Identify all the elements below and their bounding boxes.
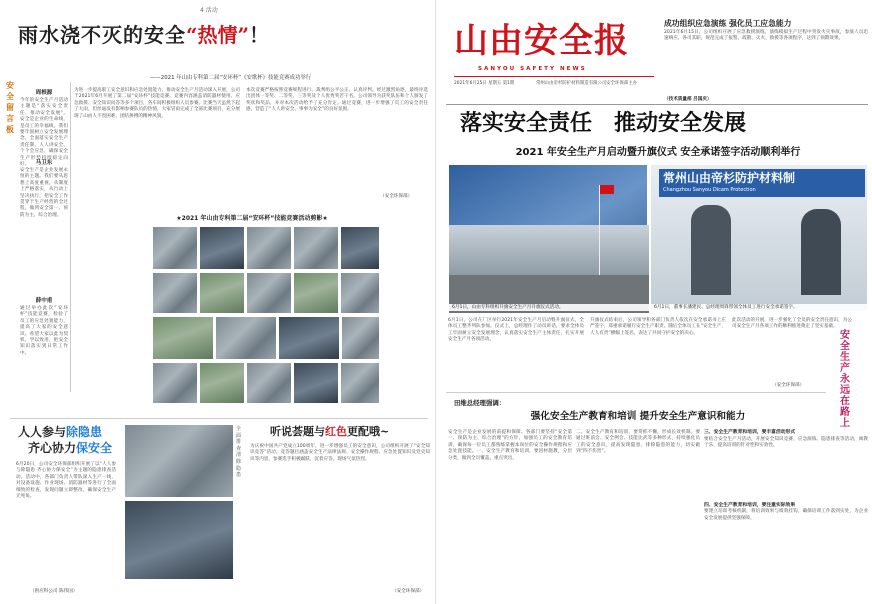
gm-section-heading: 三、安全生产教育和培训，要丰富活动形式 (704, 430, 796, 435)
company-banner (659, 169, 865, 197)
gm-column-1: 安全生产是企业发展的前提和保障。各部门要坚持“安全第一、预防为主、综合治理”的方针，加强员工的安全教育培训，确保每一位员工都熟练掌握本岗位的安全操作规程和应急处置技能。一、安全生产教育和培训，要因材施教，分层分类，做到全员覆盖、重点突出。 (448, 430, 572, 461)
lead-author: （安全环保部） (772, 383, 805, 388)
headline-part-c: ！ (249, 23, 270, 47)
sidebar-heading: 周根源 (35, 90, 53, 96)
page-label: 4 活动 (200, 7, 218, 14)
gm-section-text: 要结合安全生产月活动，开展安全知识竞赛、应急演练、隐患排查等活动，寓教于乐，提高培训的针对性和实效性。 (704, 436, 868, 448)
event-photo (152, 272, 198, 314)
flag-icon (600, 185, 614, 194)
event-photo (293, 226, 339, 270)
lead-column-3: 此次活动的开展，进一步强化了全员的安全责任意识，为公司安全生产月各项工作的顺利推进奠定了坚实基础。 (732, 318, 852, 330)
headline-highlight: “热情” (186, 23, 250, 47)
photo-caption: 6月1日，山由专科组织升旗安全生产月升旗仪式活动。 (449, 304, 649, 311)
event-photo (246, 272, 292, 314)
event-photo (199, 362, 245, 404)
masthead-title: 山由安全报 (454, 21, 629, 61)
photo-grid (152, 226, 428, 412)
listen-title-b: 红色 (325, 425, 347, 438)
sidebar-section (20, 158, 68, 298)
feature-photo (124, 500, 234, 580)
listen-text: 为庆祝中国共产党成立100周年，进一步增强员工的安全意识，公司组织开展了“安全知识竞答”活动。竞答题目涵盖安全生产法律法规、安全操作规程、应急处置知识及党史知识等内容，参赛选手积极踊跃、沉着应答，现场气氛热烈。 (250, 444, 430, 462)
issue-line: 2021年6月25日 星期五 第1期 (454, 81, 515, 86)
main-subhead: 2021 年安全生产月启动暨升旗仪式 安全承诺签字活动顺利举行 (515, 147, 801, 158)
headline-subtitle: ——2021 年山由专科第二届“安环杯”《安歌杯》技能竞赛成功举行 (150, 75, 312, 81)
signing-photo (650, 164, 868, 312)
right-page (436, 0, 872, 604)
feature-title-b: 除隐患 (66, 425, 103, 439)
lead-column-2: 升旗仪式结束后，公司领导和各部门负责人依次在安全承诺书上庄严签字，郑重承诺履行安全生产职责。随后全体员工在“安全生产，人人有责”横幅上签名，表达了共同守护安全的决心。 (590, 318, 726, 336)
event-photo (293, 362, 339, 404)
sidebar-text: 今年的安全生产月活动主题是“落实安全责任，推动安全发展”。安全是企业的生命线，是员工的幸福线。我们要牢固树立安全发展理念，全面落实安全生产责任制，人人讲安全、个个会应急，确保安全生产形势持续稳定向好。 (20, 98, 68, 168)
photo-strip-title: ★2021 年山由专科第二届“安环杯”技能竞赛活动剪影★ (176, 215, 328, 222)
gm-section-heading: 四、安全生产教育和培训，要注重实际效果 (704, 502, 796, 508)
sidebar-title: 安全留言板 (6, 81, 14, 134)
event-photo (293, 272, 339, 314)
event-photo (340, 226, 380, 270)
gm-column-3 (704, 430, 868, 596)
listen-title-c: 更配哦~ (347, 425, 390, 438)
feature-photo (124, 424, 234, 498)
flag-ceremony-photo (448, 164, 648, 312)
event-photo (246, 226, 292, 270)
banner-text-en: Changzhou Sanyou Dicam Protection (663, 187, 756, 193)
gm-label: 田维总经理强调： (454, 399, 506, 407)
feature-author: （供应科公司 陈伟国） (30, 589, 78, 594)
gm-title: 强化安全生产教育和培训 提升安全生产意识和能力 (530, 411, 746, 422)
headline-part-a: 雨水浇不灭的安全 (18, 23, 186, 47)
gm-column-2: 二、安全生产教育和培训，要常抓不懈，形成长效机制。要通过班前会、安全例会、技能比武等多种形式，持续强化员工的安全意识，提高发现隐患、排除隐患的能力，切实做到“四不伤害”。 (576, 430, 700, 455)
listen-author: （安全环保部） (392, 589, 425, 594)
event-photo (341, 316, 380, 360)
vertical-slogan: 安全生产永远在路上 (840, 330, 850, 429)
event-photo (152, 226, 198, 270)
event-photo (340, 272, 380, 314)
feature-title-d: 保安全 (76, 441, 113, 455)
feature-text: 6月20日，公司安全环保部组织开展了以“人人参与除隐患 齐心协力保安全”为主题的隐患排查活动。活动中，各部门负责人带队深入生产一线，对设备设施、作业现场、消防器材等进行了全面细致的检查，发现问题立即整改，确保安全生产无死角。 (16, 462, 116, 500)
event-photo (152, 316, 214, 360)
issue-org: 常州山由帝杉防护材料制造有限公司安全环保部主办 (536, 81, 637, 86)
building-shape (449, 225, 649, 275)
person-shape (691, 205, 731, 295)
listen-title (270, 424, 430, 439)
event-photo (199, 272, 245, 314)
article-author: （安全环保部） (380, 194, 413, 199)
main-headline (460, 108, 860, 138)
sidebar-heading: 薛中甫 (35, 298, 53, 304)
article-column-1: 为进一步提高职工安全意识和应急处置能力，推动安全生产月活动深入开展，公司于2021年6月开展了第二届“安环杯”技能竞赛。竞赛内容涵盖消防器材使用、应急救援、安全知识问答等多个项目，各车间积极组织人员参赛。比赛当天虽然下起了大雨，但丝毫没有影响参赛队员的热情，大家冒雨完成了全部比赛项目，充分展现了山由人不畏困难、团结拼搏的精神风貌。 (74, 88, 240, 119)
event-photo (199, 226, 245, 270)
photo-caption: 6月1日，董事长潘建民、总经理周锋带领全体员工进行安全承诺签字。 (651, 304, 869, 311)
article-column-2: 本次竞赛严格按照竞赛规程进行，裁判组公平公正、认真评判。经过激烈角逐，最终评选出团体一等奖、二等奖、三等奖及个人优秀奖若干名。公司领导为获奖队伍和个人颁发了奖状和奖品，并对本次活动给予了充分肯定。通过竞赛，进一步增强了员工的安全责任感，营造了“人人讲安全、事事为安全”的良好氛围。 (246, 88, 428, 113)
top-news-title: 成功组织应急演练 强化员工应急能力 (664, 19, 792, 28)
masthead-subtitle: SANYOU SAFETY NEWS (478, 66, 587, 72)
banner-text: 常州山由帝杉防护材料制 (663, 171, 796, 185)
gm-section-text: 要建立培训考核机制，将培训效果与绩效挂钩，确保培训工作落到实处，为企业安全发展提供坚强保障。 (704, 509, 868, 521)
sidebar-heading: 马卫东 (35, 160, 53, 166)
event-photo (340, 362, 380, 404)
masthead-rule (454, 76, 654, 77)
event-photo (278, 316, 340, 360)
event-photo (215, 316, 277, 360)
headline (18, 22, 428, 48)
sidebar-text: 通过举办此次“安环杯”技能竞赛，检验了员工的应急处置能力，提高了大家的安全意识。希望大家以此为契机，学以致用，把安全知识落实到日常工作中。 (20, 306, 68, 356)
lead-column-1: 6月1日，公司在厂区举行2021年安全生产月启动暨升旗仪式，全体员工整齐列队参加。仪式上，总经理作了动员讲话，要求全体员工牢固树立安全发展理念，认真落实安全生产主体责任，扎实开展安全生产月各项活动。 (448, 318, 584, 343)
person-shape (801, 209, 841, 295)
listen-title-a: 听说荟题与 (270, 425, 325, 438)
event-photo (152, 362, 198, 404)
top-news-author: （技术质量部 吕国庆） (664, 97, 712, 102)
feature-title-a: 人人参与 (18, 425, 67, 439)
event-photo (246, 362, 292, 404)
main-headline-part-1: 落实安全责任 (460, 110, 593, 136)
top-news-text: 2021年6月15日，公司组织开展了应急救援演练，演练模拟生产过程中突发火灾事故，参演人员迅速响应、各司其职，规范完成了报警、疏散、灭火、救援等各项程序，达到了预期效果。 (664, 30, 868, 42)
sidebar-section (20, 296, 68, 398)
feature-title-c: 齐心协力 (28, 441, 77, 455)
sidebar-text: 安全生产是企业发展永恒的主题。我们要从思想上高度重视，从制度上严格落实，从行动上坚决执行，把安全工作贯穿于生产经营的全过程，做到安全第一、预防为主、综合治理。 (20, 168, 68, 218)
main-headline-part-2: 推动安全发展 (614, 110, 747, 136)
flag-pole (599, 185, 600, 275)
feature-photo-caption: 全面排查 清除隐患 (236, 426, 242, 479)
feature-title (18, 424, 138, 456)
